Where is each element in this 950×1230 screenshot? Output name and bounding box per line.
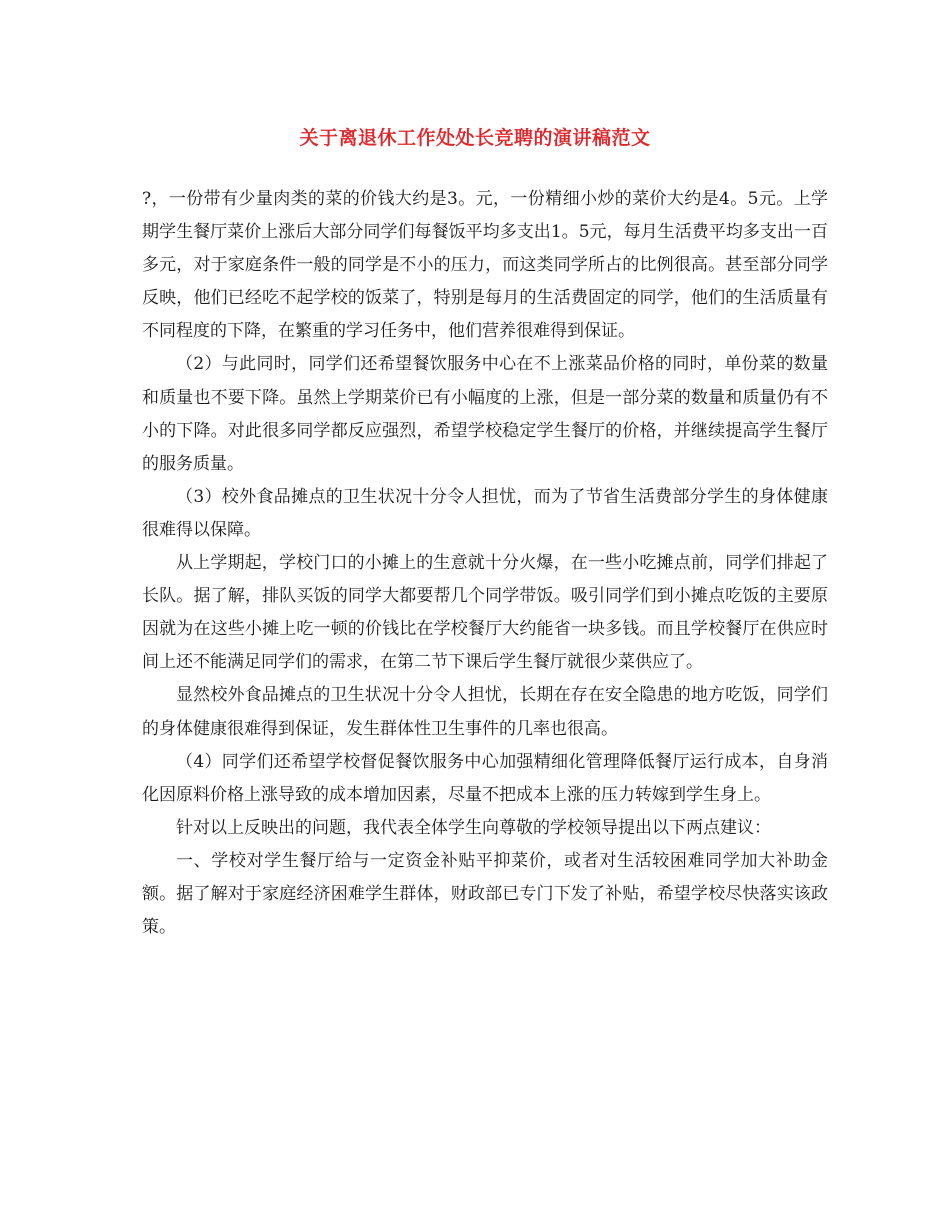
paragraph-5: 显然校外食品摊点的卫生状况十分令人担忧，长期在存在安全隐患的地方吃饭，同学们的身体健康很难得到保证，发生群体性卫生事件的几率也很高。: [142, 685, 828, 739]
paragraph-3: （3）校外食品摊点的卫生状况十分令人担忧，而为了节省生活费部分学生的身体健康很难得以保障。: [142, 486, 828, 540]
paragraph-6: （4）同学们还希望学校督促餐饮服务中心加强精细化管理降低餐厅运行成本，自身消化因原料价格上涨导致的成本增加因素，尽量不把成本上涨的压力转嫁到学生身上。: [142, 751, 828, 805]
paragraph-7: 针对以上反映出的问题，我代表全体学生向尊敬的学校领导提出以下两点建议：: [176, 817, 771, 838]
paragraph-8: 一、学校对学生餐厅给与一定资金补贴平抑菜价，或者对生活较困难同学加大补助金额。据了解对于家庭经济困难学生群体，财政部已专门下发了补贴，希望学校尽快落实该政策。: [142, 850, 828, 938]
document-title: 关于离退休工作处处长竞聘的演讲稿范文: [299, 127, 651, 149]
paragraph-4: 从上学期起，学校门口的小摊上的生意就十分火爆，在一些小吃摊点前，同学们排起了长队。据了解，排队买饭的同学大都要帮几个同学带饭。吸引同学们到小摊点吃饭的主要原因就为在这些小摊上吃一顿的价钱比在学校餐厅大约能省一块多钱。而且学校餐厅在供应时间上还不能满足同学们的需求，在第二节下课后学生餐厅就很少菜供应了。: [142, 553, 828, 673]
paragraph-2: （2）与此同时，同学们还希望餐饮服务中心在不上涨菜品价格的同时，单份菜的数量和质量也不要下降。虽然上学期菜价已有小幅度的上涨，但是一部分菜的数量和质量仍有不小的下降。对此很多同学都反应强烈，希望学校稳定学生餐厅的价格，并继续提高学生餐厅的服务质量。: [142, 354, 828, 474]
paragraph-1: ?，一份带有少量肉类的菜的价钱大约是3。元，一份精细小炒的菜价大约是4。5元。上学期学生餐厅菜价上涨后大部分同学们每餐饭平均多支出1。5元，每月生活费平均多支出一百多元，对于家庭条件一般的同学是不小的压力，而这类同学所占的比例很高。甚至部分同学反映，他们已经吃不起学校的饭菜了，特别是每月的生活费固定的同学，他们的生活质量有不同程度的下降，在繁重的学习任务中，他们营养很难得到保证。: [142, 189, 828, 342]
document-body: [142, 183, 828, 944]
